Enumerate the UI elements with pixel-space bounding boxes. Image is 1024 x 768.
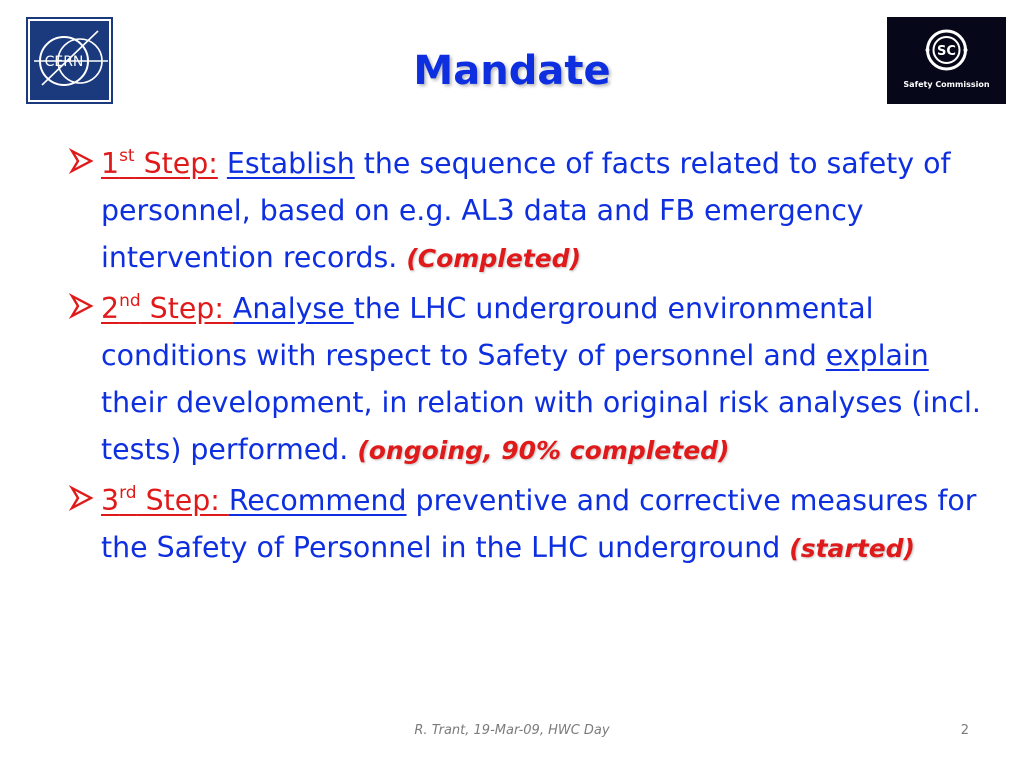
list-item-step-2 (68, 285, 988, 474)
slide-title: Mandate (413, 48, 611, 94)
sc-logo-mark: SC (937, 44, 956, 59)
step-ordinal-suffix: st (119, 145, 135, 166)
status-note: (ongoing, 90% completed) (357, 436, 730, 465)
slide-footer: R. Trant, 19-Mar-09, HWC Day (414, 723, 610, 738)
sc-logo-text: Safety Commission (903, 80, 990, 89)
step-text-secondary: their development, in relation with original risk analyses (incl. tests) performed. (101, 386, 981, 466)
step-ordinal-suffix: rd (119, 482, 137, 503)
step-word: Step: (136, 484, 229, 517)
step-number: 3 (101, 484, 120, 517)
step-label (101, 147, 218, 180)
step-word: Step: (140, 292, 233, 325)
step-verb: Recommend (228, 484, 407, 517)
arrow-bullet-icon (68, 148, 94, 174)
status-note: (Completed) (406, 244, 582, 273)
step-verb: Analyse (232, 292, 354, 325)
step-number: 1 (101, 147, 120, 180)
page-number: 2 (960, 723, 969, 738)
step-text: preventive and corrective measures for the Safety of Personnel in the LHC underground (101, 484, 977, 564)
step-label (101, 484, 229, 517)
list-item-step-3 (68, 477, 988, 572)
step-text: the sequence of facts related to safety of personnel, based on e.g. AL3 data and FB emergency intervention records. (101, 147, 951, 274)
arrow-bullet-icon (68, 293, 94, 319)
step-number: 2 (101, 292, 120, 325)
step-verb: Establish (226, 147, 355, 180)
step-ordinal-suffix: nd (119, 290, 141, 311)
step-verb-secondary: explain (825, 339, 929, 372)
status-note: (started) (789, 534, 915, 563)
mandate-list (68, 140, 988, 575)
step-label (101, 292, 233, 325)
step-text: the LHC underground environmental conditions with respect to Safety of personnel and (101, 292, 874, 372)
step-word: Step: (134, 147, 218, 180)
arrow-bullet-icon (68, 485, 94, 511)
list-item-step-1 (68, 140, 988, 282)
cern-logo-text: CERN (44, 54, 84, 70)
